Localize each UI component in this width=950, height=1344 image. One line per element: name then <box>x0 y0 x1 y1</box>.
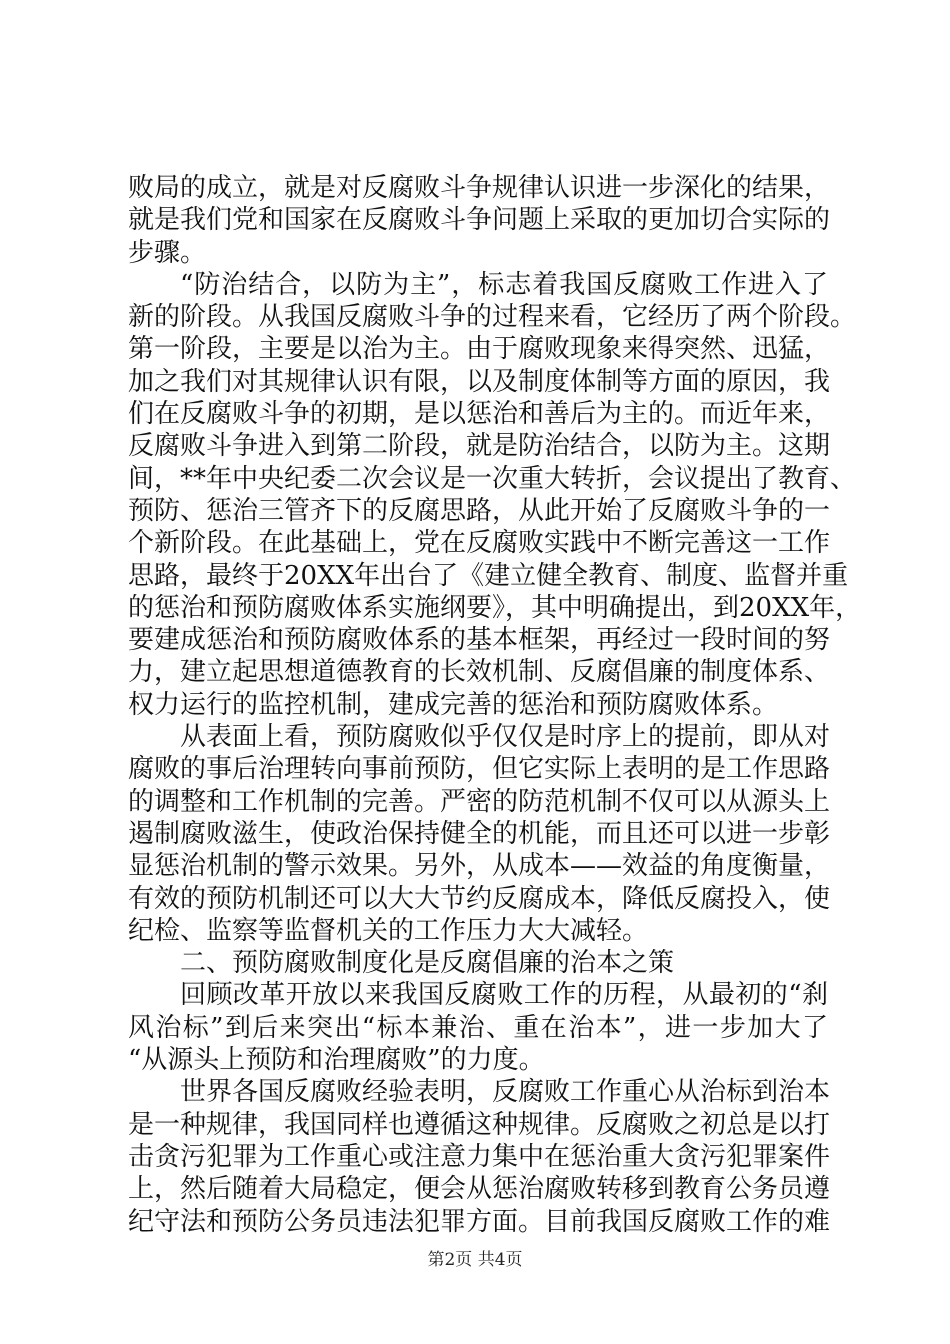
text-line: 力，建立起思想道德教育的长效机制、反腐倡廉的制度体系、 <box>128 657 831 688</box>
text-line: 风治标”到后来突出“标本兼治、重在治本”，进一步加大了 <box>128 1012 828 1043</box>
paragraph-first-line: 从表面上看，预防腐败似乎仅仅是时序上的提前，即从对 <box>180 722 831 753</box>
text-line: 权力运行的监控机制，建成完善的惩治和预防腐败体系。 <box>128 689 779 720</box>
text-line: 上，然后随着大局稳定，便会从惩治腐败转移到教育公务员遵 <box>128 1174 831 1205</box>
text-line: 第一阶段，主要是以治为主。由于腐败现象来得突然、迅猛， <box>128 334 831 365</box>
text-line: 步骤。 <box>128 237 207 268</box>
text-line: 有效的预防机制还可以大大节约反腐成本，降低反腐投入，使 <box>128 883 831 914</box>
text-line: 加之我们对其规律认识有限，以及制度体制等方面的原因，我 <box>128 366 831 397</box>
text-line: 新的阶段。从我国反腐败斗争的过程来看，它经历了两个阶段。 <box>128 302 857 333</box>
document-body <box>128 172 862 1238</box>
text-line: 们在反腐败斗争的初期，是以惩治和善后为主的。而近年来， <box>128 399 831 430</box>
text-line: 要建成惩治和预防腐败体系的基本框架，再经过一段时间的努 <box>128 625 831 656</box>
text-line: 遏制腐败滋生，使政治保持健全的机能，而且还可以进一步彰 <box>128 818 831 849</box>
text-line: 的惩治和预防腐败体系实施纲要》，其中明确提出，到20XX年， <box>128 592 862 623</box>
text-line: 击贪污犯罪为工作重心或注意力集中在惩治重大贪污犯罪案件 <box>128 1141 831 1172</box>
text-line: “从源头上预防和治理腐败”的力度。 <box>128 1045 545 1076</box>
text-line: 腐败的事后治理转向事前预防，但它实际上表明的是工作思路 <box>128 754 831 785</box>
text-line: 间，**年中央纪委二次会议是一次重大转折，会议提出了教育、 <box>128 463 857 494</box>
text-line: 是一种规律，我国同样也遵循这种规律。反腐败之初总是以打 <box>128 1109 831 1140</box>
paragraph-first-line: 二、预防腐败制度化是反腐倡廉的治本之策 <box>180 948 675 979</box>
text-line: 败局的成立，就是对反腐败斗争规律认识进一步深化的结果， <box>128 173 831 203</box>
text-line: 显惩治机制的警示效果。另外，从成本——效益的角度衡量， <box>128 851 831 882</box>
text-line: 就是我们党和国家在反腐败斗争问题上采取的更加切合实际的 <box>128 205 831 236</box>
paragraph-first-line: “防治结合，以防为主”，标志着我国反腐败工作进入了 <box>180 269 828 300</box>
text-line: 个新阶段。在此基础上，党在反腐败实践中不断完善这一工作 <box>128 528 831 559</box>
text-line: 思路，最终于20XX年出台了《建立健全教育、制度、监督并重 <box>128 560 849 591</box>
paragraph-first-line: 回顾改革开放以来我国反腐败工作的历程，从最初的“刹 <box>180 980 828 1011</box>
text-line: 纪检、监察等监督机关的工作压力大大减轻。 <box>128 915 649 946</box>
text-line: 的调整和工作机制的完善。严密的防范机制不仅可以从源头上 <box>128 786 831 817</box>
page-footer: 第2页 共4页 <box>427 1250 523 1270</box>
text-line: 纪守法和预防公务员违法犯罪方面。目前我国反腐败工作的难 <box>128 1206 831 1237</box>
paragraph-first-line: 世界各国反腐败经验表明，反腐败工作重心从治标到治本 <box>180 1077 831 1108</box>
text-line: 预防、惩治三管齐下的反腐思路，从此开始了反腐败斗争的一 <box>128 495 831 526</box>
text-line: 反腐败斗争进入到第二阶段，就是防治结合，以防为主。这期 <box>128 431 831 462</box>
